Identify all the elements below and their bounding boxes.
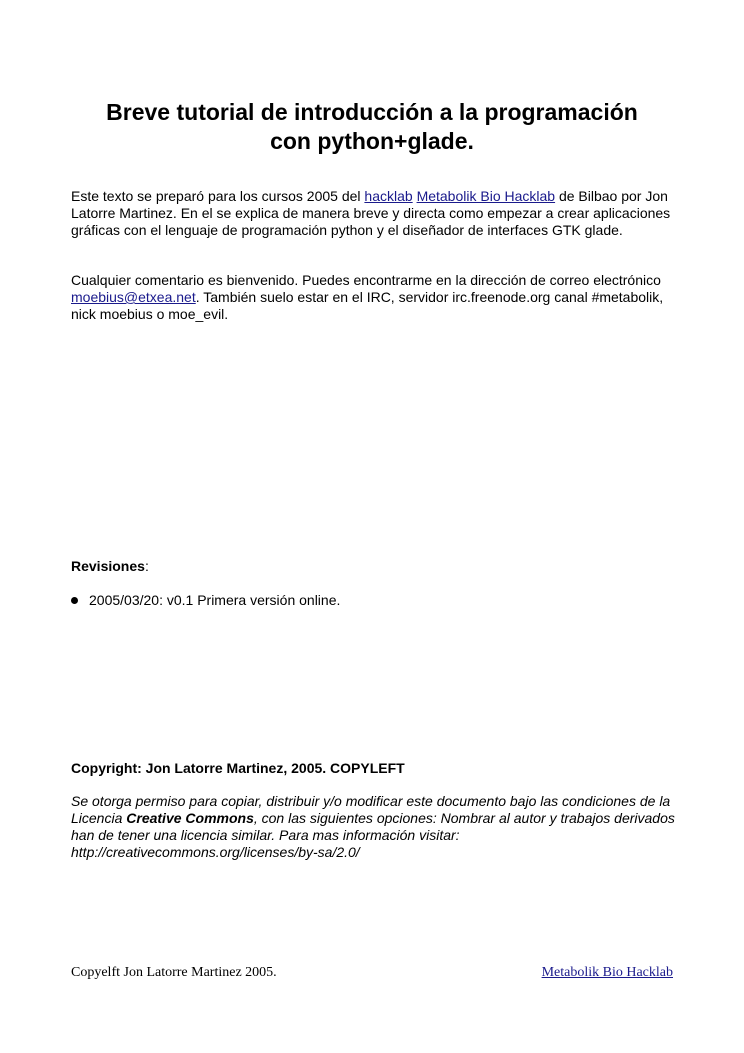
revisions-list xyxy=(71,592,340,609)
title-line-2: con python+glade. xyxy=(270,128,474,154)
intro-text-1: Este texto se preparó para los cursos 2005 del xyxy=(71,188,365,204)
footer-metabolik-link[interactable]: Metabolik Bio Hacklab xyxy=(541,965,673,980)
document-title xyxy=(60,98,684,156)
license-text-1: Se otorga permiso para copiar, distribuir y/o modificar este documento bajo las condiciones de la Licencia xyxy=(71,793,671,826)
revisions-heading xyxy=(71,558,681,575)
revision-item-text: 2005/03/20: v0.1 Primera versión online. xyxy=(89,592,341,608)
license-paragraph xyxy=(71,793,683,861)
copyright-line: Copyright: Jon Latorre Martinez, 2005. COPYLEFT xyxy=(71,760,405,776)
footer-right xyxy=(542,964,673,981)
intro-text-3: de Bilbao por Jon Latorre Martinez. En el se explica de manera breve y directa como empezar a crear aplicaciones gráficas con el lenguaje de programación python y el diseñador de interfaces GTK glade. xyxy=(71,188,671,238)
list-item xyxy=(71,592,340,609)
contact-text-2: . También suelo estar en el IRC, servidor irc.freenode.org canal #metabolik, nick moebius o moe_evil. xyxy=(71,289,664,322)
title-line-1: Breve tutorial de introducción a la programación xyxy=(106,99,638,125)
footer-left-text: Copyelft Jon Latorre Martinez 2005. xyxy=(71,965,277,980)
bullet-icon xyxy=(71,597,78,604)
intro-paragraph xyxy=(71,188,681,239)
contact-paragraph xyxy=(71,272,681,323)
metabolik-link[interactable]: Metabolik Bio Hacklab xyxy=(416,188,556,204)
revisions-heading-suffix: : xyxy=(144,558,149,574)
hacklab-link[interactable]: hacklab xyxy=(364,188,413,204)
license-bold: Creative Commons xyxy=(126,810,254,826)
revisions-heading-label: Revisiones xyxy=(71,558,145,574)
email-link[interactable]: moebius@etxea.net xyxy=(71,289,196,305)
contact-text-1: Cualquier comentario es bienvenido. Puedes encontrarme en la dirección de correo electrónico xyxy=(71,272,661,288)
license-text-2: , con las siguientes opciones: Nombrar al autor y trabajos derivados han de tener una licencia similar. Para mas información visitar: http://creativecommons.org/licenses/by-sa/2.0/ xyxy=(71,810,675,860)
